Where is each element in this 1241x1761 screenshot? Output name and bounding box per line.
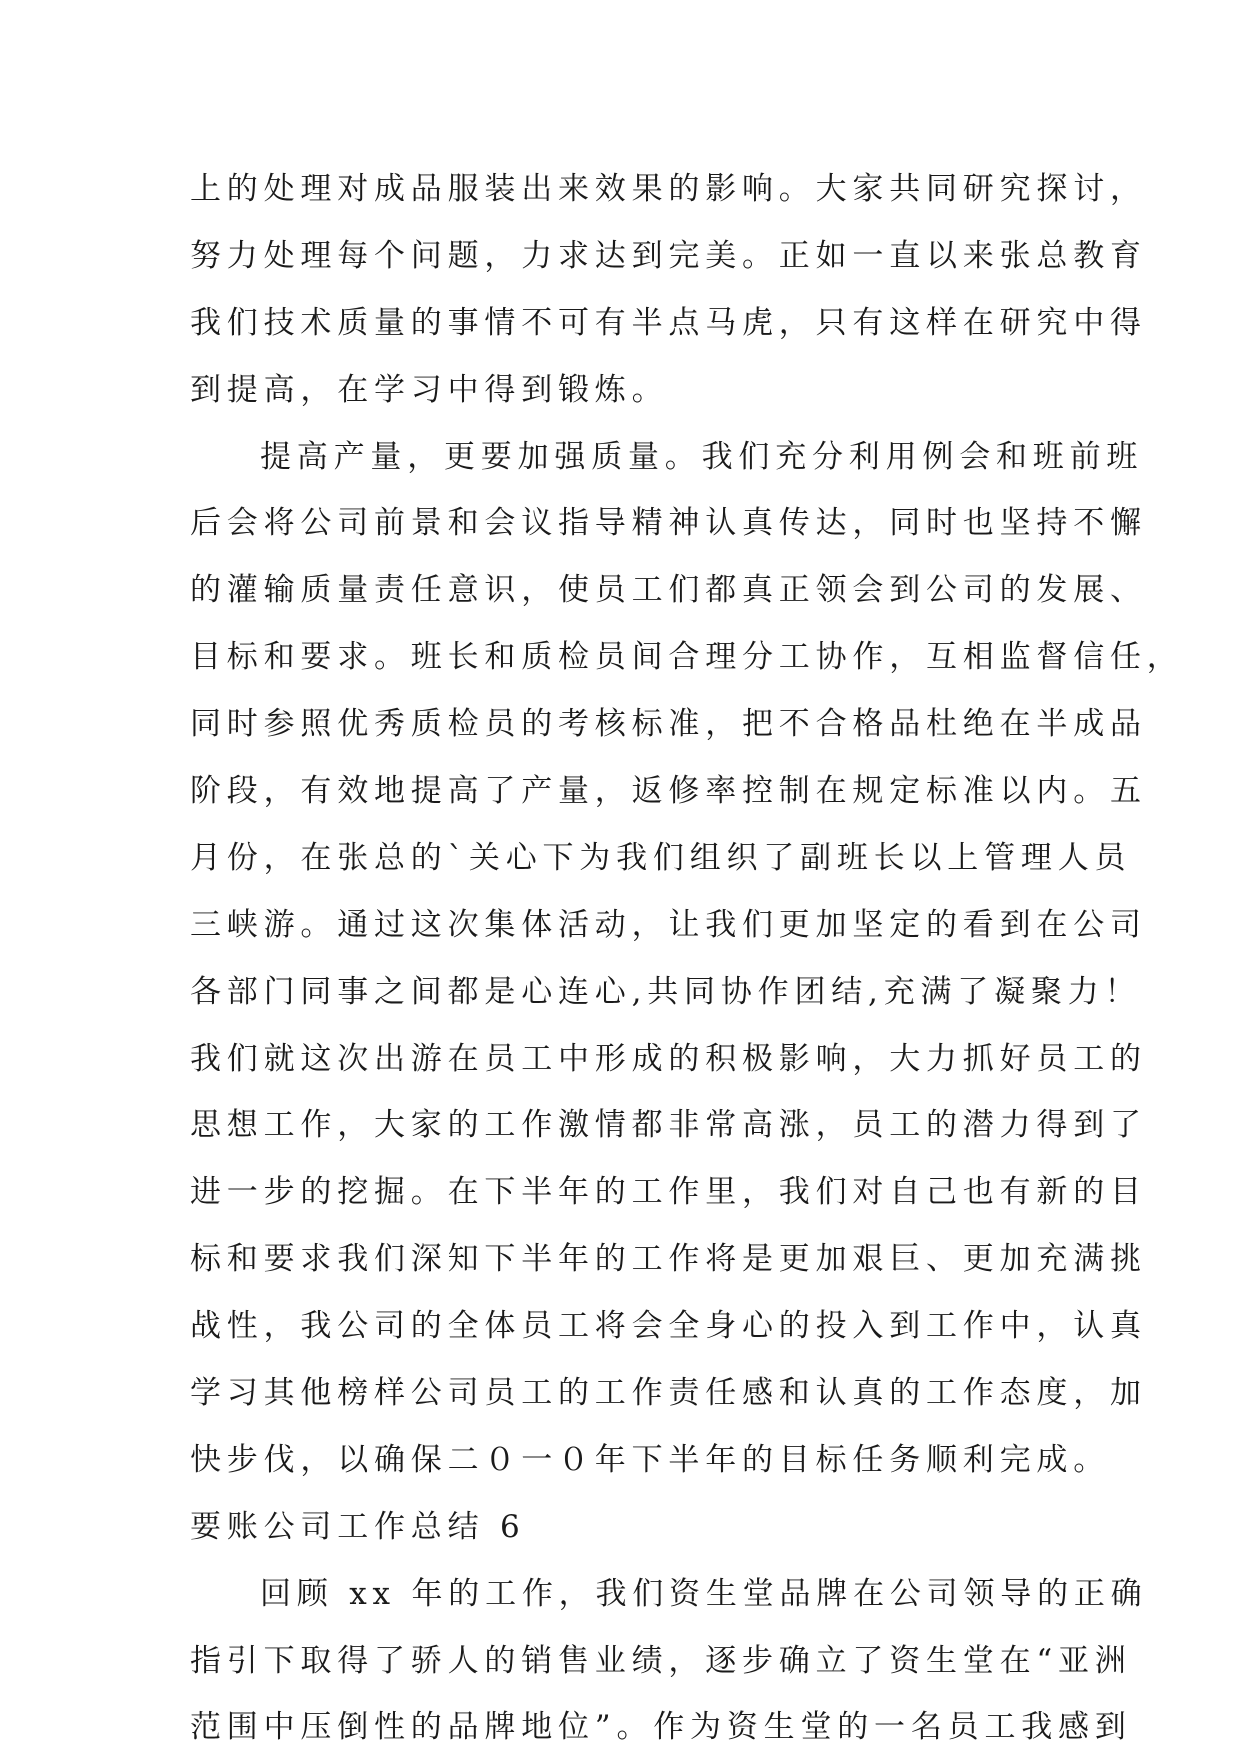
text-line: 努力处理每个问题，力求达到完美。正如一直以来张总教育 [190, 237, 1147, 274]
text-line: 指引下取得了骄人的销售业绩，逐步确立了资生堂在“亚洲 [190, 1642, 1132, 1679]
text-line: 我们就这次出游在员工中形成的积极影响，大力抓好员工的 [190, 1040, 1147, 1077]
text-line: 战性，我公司的全体员工将会全身心的投入到工作中，认真 [190, 1308, 1147, 1345]
text-line: 三峡游。通过这次集体活动，让我们更加坚定的看到在公司 [190, 906, 1147, 943]
text-line: 进一步的挖掘。在下半年的工作里，我们对自己也有新的目 [190, 1174, 1147, 1211]
text-line: 快步伐，以确保二０一０年下半年的目标任务顺利完成。 [190, 1441, 1110, 1478]
text-line: 的灌输质量责任意识，使员工们都真正领会到公司的发展、 [190, 572, 1147, 609]
text-line: 同时参照优秀质检员的考核标准，把不合格品杜绝在半成品 [190, 706, 1147, 743]
text-line: 目标和要求。班长和质检员间合理分工协作，互相监督信任， [190, 639, 1184, 676]
text-line: 标和要求我们深知下半年的工作将是更加艰巨、更加充满挑 [190, 1241, 1147, 1278]
text-line: 到提高，在学习中得到锻炼。 [190, 371, 669, 408]
text-line: 思想工作，大家的工作激情都非常高涨，员工的潜力得到了 [190, 1107, 1147, 1144]
text-line: 上的处理对成品服装出来效果的影响。大家共同研究探讨， [190, 171, 1147, 207]
section-heading: 要账公司工作总结 6 [190, 1508, 526, 1545]
text-line: 范围中压倒性的品牌地位”。作为资生堂的一名员工我感到 [190, 1709, 1132, 1746]
text-line: 学习其他榜样公司员工的工作责任感和认真的工作态度，加 [190, 1375, 1147, 1412]
text-line: 我们技术质量的事情不可有半点马虎，只有这样在研究中得 [190, 304, 1147, 341]
text-line: 阶段，有效地提高了产量，返修率控制在规定标准以内。五 [190, 773, 1147, 810]
text-line: 各部门同事之间都是心连心,共同协作团结,充满了凝聚力！ [190, 973, 1142, 1010]
text-line: 月份，在张总的`关心下为我们组织了副班长以上管理人员 [190, 839, 1132, 876]
document-body [190, 156, 1184, 1761]
paragraph-first-line: 提高产量，更要加强质量。我们充分利用例会和班前班 [260, 438, 1144, 475]
text-line: 后会将公司前景和会议指导精神认真传达，同时也坚持不懈 [190, 505, 1147, 542]
paragraph-first-line: 回顾 xx 年的工作，我们资生堂品牌在公司领导的正确 [260, 1575, 1148, 1612]
